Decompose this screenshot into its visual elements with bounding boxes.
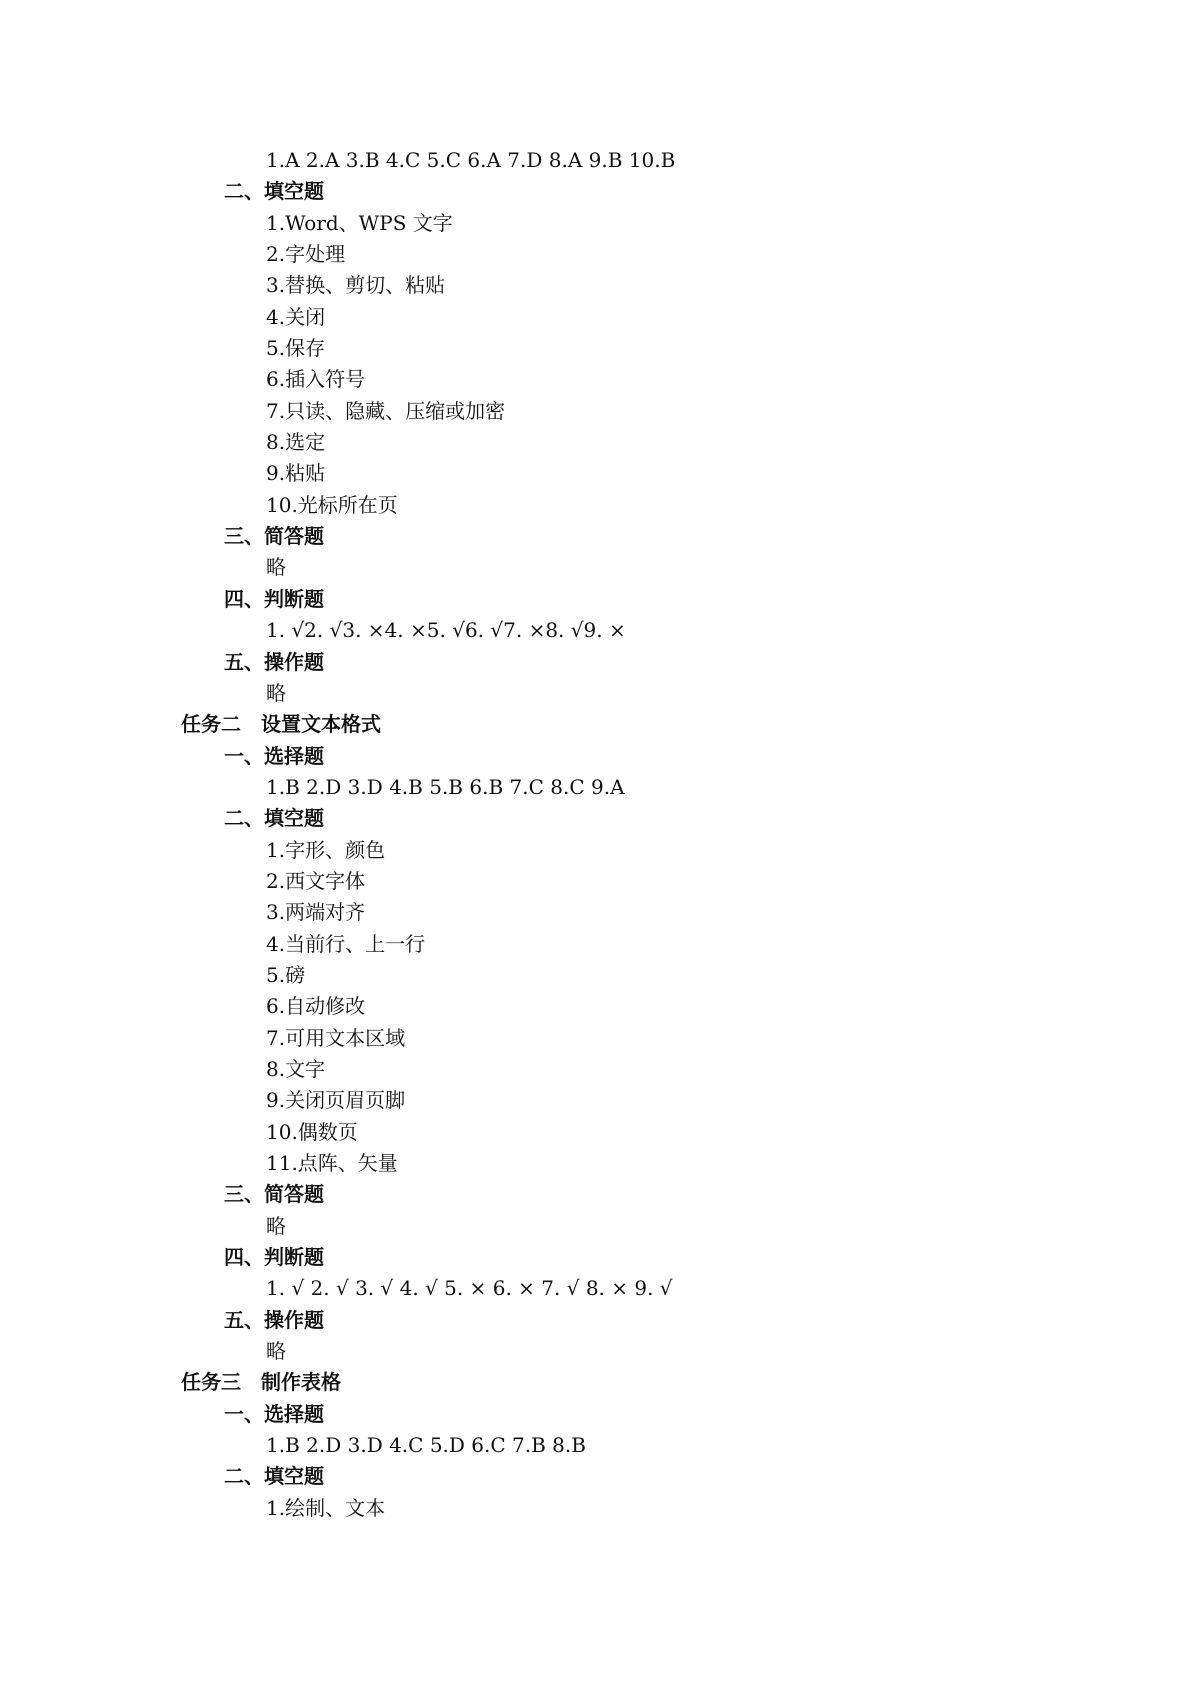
answer-line: 11.点阵、矢量 [266, 1151, 398, 1175]
section-heading: 二、填空题 [224, 1464, 324, 1489]
section-heading: 三、简答题 [224, 524, 324, 549]
answer-key-lines [0, 145, 675, 1524]
answer-line: 5.磅 [266, 962, 306, 987]
answer-line: 1.B 2.D 3.D 4.B 5.B 6.B 7.C 8.C 9.A [266, 774, 625, 799]
answer-line: 1. √2. √3. ×4. ×5. √6. √7. ×8. √9. × [266, 618, 626, 643]
section-heading: 四、判断题 [224, 1245, 324, 1270]
answer-line: 9.关闭页眉页脚 [266, 1088, 406, 1113]
answer-line: 10.光标所在页 [266, 492, 398, 517]
answer-line: 2.字处理 [266, 242, 346, 267]
section-heading: 一、选择题 [224, 1401, 324, 1426]
answer-line: 2.西文字体 [266, 868, 366, 893]
section-heading: 四、判断题 [224, 586, 324, 611]
answer-line: 略 [266, 555, 286, 580]
answer-line: 4.当前行、上一行 [266, 931, 426, 956]
section-heading: 五、操作题 [224, 649, 324, 674]
answer-line: 6.自动修改 [266, 994, 366, 1019]
answer-line: 7.可用文本区域 [266, 1025, 406, 1050]
answer-line: 3.替换、剪切、粘贴 [266, 273, 446, 298]
section-heading: 二、填空题 [224, 806, 324, 831]
answer-line: 1.字形、颜色 [266, 837, 386, 862]
answer-line: 6.插入符号 [266, 367, 366, 392]
section-heading: 三、简答题 [224, 1182, 324, 1207]
answer-line: 1.A 2.A 3.B 4.C 5.C 6.A 7.D 8.A 9.B 10.B [266, 148, 676, 172]
answer-line: 9.粘贴 [266, 461, 326, 486]
section-heading: 一、选择题 [224, 743, 324, 768]
answer-line: 1.Word、WPS 文字 [266, 210, 453, 235]
answer-line: 略 [266, 1339, 286, 1364]
answer-line: 略 [266, 1213, 286, 1238]
answer-line: 8.选定 [266, 430, 326, 455]
answer-line: 8.文字 [266, 1056, 326, 1081]
answer-line: 7.只读、隐藏、压缩或加密 [266, 398, 506, 423]
answer-line: 3.两端对齐 [266, 900, 366, 925]
task-heading: 任务三 制作表格 [181, 1370, 341, 1395]
answer-line: 略 [266, 680, 286, 705]
answer-line: 5.保存 [266, 336, 326, 361]
answer-line: 1.绘制、文本 [266, 1495, 386, 1520]
answer-line: 10.偶数页 [266, 1119, 358, 1144]
task-heading: 任务二 设置文本格式 [181, 712, 381, 737]
answer-line: 1. √ 2. √ 3. √ 4. √ 5. × 6. × 7. √ 8. × 9. √ [266, 1276, 673, 1301]
section-heading: 二、填空题 [224, 179, 324, 204]
answer-line: 4.关闭 [266, 304, 326, 329]
answer-line: 1.B 2.D 3.D 4.C 5.D 6.C 7.B 8.B [266, 1433, 586, 1458]
section-heading: 五、操作题 [224, 1307, 324, 1332]
